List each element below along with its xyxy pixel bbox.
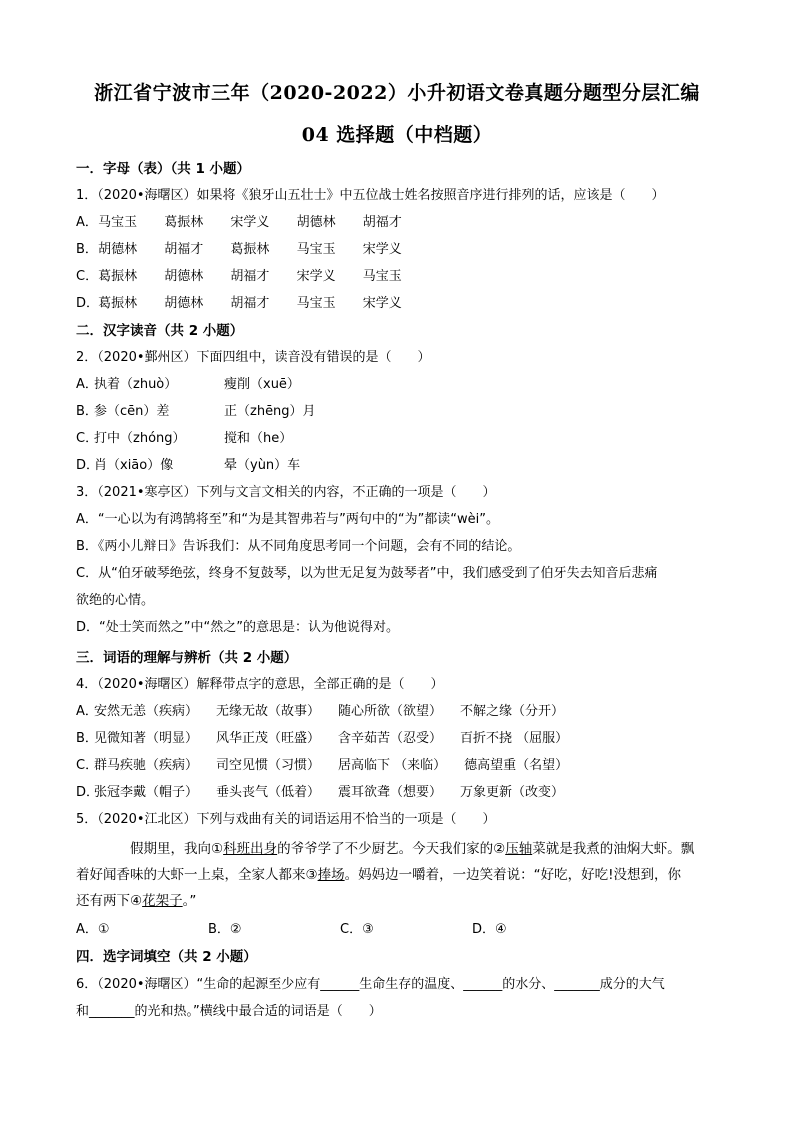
option-item: 居高临下 （来临） [338, 758, 447, 773]
option-item: 肖（xiāo）像 [94, 458, 174, 473]
option-item: 胡德林 [164, 296, 204, 311]
option-row [76, 730, 586, 748]
option-label: A． [76, 704, 98, 719]
option-item: 司空见惯（习惯） [216, 758, 321, 773]
question-stem: 1．（2020•海曙区）如果将《狼牙山五壮士》中五位战士姓名按照音序进行排列的话，应该是（ ） [76, 188, 665, 203]
passage-line [76, 836, 716, 862]
option-row [76, 241, 425, 259]
passage-text: 。妈妈边一嚼着，一边笑着说：“好吃，好吃!没想到，你 [344, 867, 682, 883]
option-label: A． [76, 215, 98, 230]
option-text: B．《两小儿辩日》告诉我们：从不同角度思考同一个问题，会有不同的结论。 [76, 539, 521, 554]
option-item: 宋学义 [362, 242, 402, 257]
option-item: 葛振林 [230, 242, 270, 257]
option-item: 风华正茂（旺盛） [216, 731, 321, 746]
document-subtitle: 04 选择题（中档题） [301, 124, 493, 146]
option-item: 参（cēn）差 [94, 404, 170, 419]
option-item: 胡福才 [164, 242, 204, 257]
option-row [76, 703, 582, 721]
choice-item: D．④ [472, 922, 507, 937]
option-row [76, 784, 582, 802]
option-item: 震耳欲聋（想要） [338, 785, 443, 800]
option-item: 瘦削（xuē） [224, 377, 300, 392]
option-item: 万象更新（改变） [460, 785, 565, 800]
option-item: 马宝玉 [296, 296, 336, 311]
option-label: B． [76, 731, 98, 746]
passage-text: 假期里，我向① [130, 841, 224, 857]
choice-item: C．③ [340, 922, 374, 937]
option-row [76, 457, 300, 475]
question-stem: 5．（2020•江北区）下列与戏曲有关的词语运用不恰当的一项是（ ） [76, 812, 496, 827]
question-stem-continued: 和_______的光和热。”横线中最合适的词语是（ ） [76, 1004, 382, 1019]
option-item: 垂头丧气（低着） [216, 785, 321, 800]
option-row [76, 430, 292, 448]
question-stem: 3．（2021•寒亭区）下列与文言文相关的内容，不正确的一项是（ ） [76, 485, 496, 500]
option-row [76, 376, 300, 394]
option-label: B． [76, 242, 98, 257]
option-row [76, 403, 316, 421]
option-item: 宋学义 [362, 296, 402, 311]
underlined-term: 压轴 [505, 841, 533, 857]
option-item: 葛振林 [98, 269, 138, 284]
question-stem: 6．（2020•海曙区）“生命的起源至少应有______生命生存的温度、______的水分、_______成分的大气 [76, 977, 665, 992]
option-item: 百折不挠 （屈服） [460, 731, 569, 746]
option-item: 马宝玉 [296, 242, 336, 257]
passage-text: 。” [182, 893, 197, 909]
underlined-term: 花架子 [142, 893, 183, 909]
option-label: C． [76, 269, 99, 284]
option-item: 群马疾驰（疾病） [94, 758, 199, 773]
section-heading: 一．字母（表）（共 1 小题） [76, 161, 251, 177]
option-item: 见微知著（明显） [94, 731, 199, 746]
option-item: 胡福才 [230, 269, 270, 284]
choice-item: A．① [76, 922, 110, 937]
option-item: 胡德林 [296, 215, 336, 230]
choice-item: B．② [208, 922, 242, 937]
option-item: 随心所欲（欲望） [338, 704, 443, 719]
option-text: A．“一心以为有鸿鹄将至”和“为是其智弗若与”两句中的“为”都读“wèi”。 [76, 512, 500, 527]
option-item: 无缘无故（故事） [216, 704, 321, 719]
option-text: D．“处士笑而然之”中“然之”的意思是：认为他说得对。 [76, 620, 399, 635]
option-row [76, 214, 425, 232]
option-label: B． [76, 404, 98, 419]
option-item: 葛振林 [98, 296, 138, 311]
option-label: D． [76, 785, 100, 800]
passage-text: 还有两下④ [76, 893, 143, 909]
option-item: 马宝玉 [98, 215, 138, 230]
option-item: 胡德林 [164, 269, 204, 284]
option-item: 宋学义 [296, 269, 336, 284]
option-item: 安然无恙（疾病） [94, 704, 199, 719]
option-item: 胡德林 [98, 242, 138, 257]
option-label: D． [76, 458, 100, 473]
option-label: A． [76, 377, 98, 392]
option-row [76, 757, 586, 775]
question-stem: 2．（2020•鄞州区）下面四组中，读音没有错误的是（ ） [76, 350, 431, 365]
document-title: 浙江省宁波市三年（2020-2022）小升初语文卷真题分题型分层汇编 [94, 82, 700, 104]
option-item: 马宝玉 [362, 269, 402, 284]
option-label: C． [76, 431, 99, 446]
option-item: 张冠李戴（帽子） [94, 785, 199, 800]
option-item: 正（zhēng）月 [224, 404, 316, 419]
option-item: 德高望重（名望） [464, 758, 569, 773]
option-item: 胡福才 [230, 296, 270, 311]
option-item: 不解之缘（分开） [460, 704, 565, 719]
option-item: 胡福才 [362, 215, 402, 230]
section-heading: 二．汉字读音（共 2 小题） [76, 323, 244, 339]
question-stem: 4．（2020•海曙区）解释带点字的意思，全部正确的是（ ） [76, 677, 444, 692]
option-label: C． [76, 758, 99, 773]
option-text-continued: 欲绝的心情。 [76, 593, 155, 608]
passage-text: 着好闻香味的大虾一上桌，全家人都来③ [76, 867, 318, 883]
option-item: 搅和（he） [224, 431, 293, 446]
passage-text: 的爷爷学了不少厨艺。今天我们家的② [277, 841, 506, 857]
passage-line [76, 862, 716, 888]
choice-row [76, 921, 604, 939]
section-heading: 四．选字词填空（共 2 小题） [76, 949, 257, 965]
option-item: 宋学义 [230, 215, 270, 230]
underlined-term: 科班出身 [223, 841, 278, 857]
passage-line [76, 888, 716, 914]
option-row [76, 295, 425, 313]
option-item: 晕（yùn）车 [224, 458, 301, 473]
option-text: C．从“伯牙破琴绝弦，终身不复鼓琴，以为世无足复为鼓琴者”中，我们感受到了伯牙失去知音后悲痛 [76, 566, 658, 581]
option-row [76, 268, 425, 286]
section-heading: 三．词语的理解与辨析（共 2 小题） [76, 650, 298, 666]
option-item: 葛振林 [164, 215, 204, 230]
passage-text: 菜就是我煮的油焖大虾。飘 [532, 841, 695, 857]
option-label: D． [76, 296, 100, 311]
underlined-term: 捧场 [317, 867, 345, 883]
option-item: 打中（zhóng） [94, 431, 186, 446]
option-item: 含辛茹苦（忍受） [338, 731, 443, 746]
option-item: 执着（zhuò） [94, 377, 178, 392]
